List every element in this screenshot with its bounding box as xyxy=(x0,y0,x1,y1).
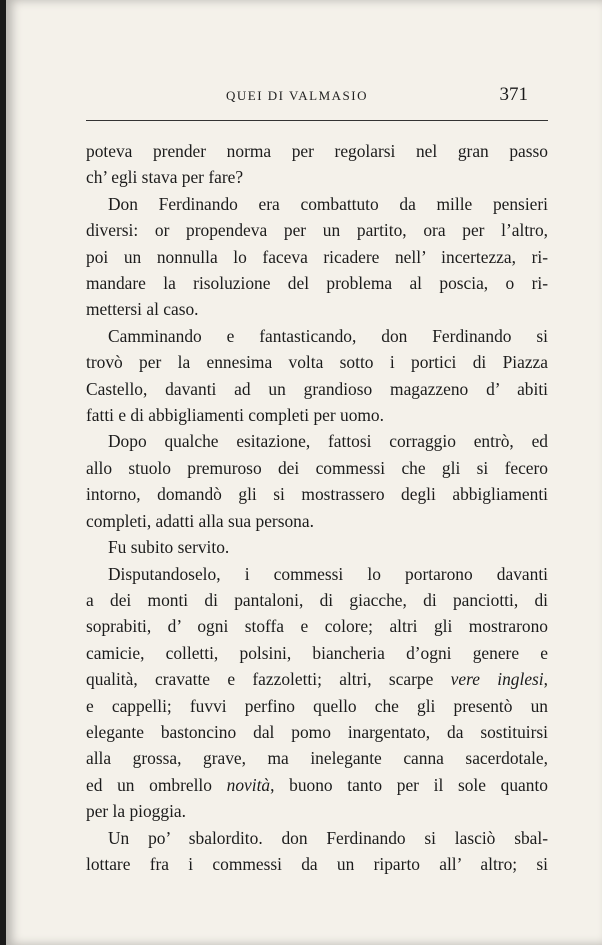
text-line xyxy=(86,772,548,798)
text-line: Camminando e fantasticando, don Ferdinando si xyxy=(108,325,548,346)
text-line: alla grossa, grave, ma inelegante canna sacerdotale, xyxy=(86,748,548,769)
italic-text: vere inglesi xyxy=(450,669,544,690)
line-text: , buono tanto per il sole quanto xyxy=(270,774,548,795)
text-line: mettersi al caso. xyxy=(86,299,199,320)
text-line: completi, adatti alla sua persona. xyxy=(86,510,314,531)
text-line: Don Ferdinando era combattuto da mille pensieri xyxy=(108,193,548,214)
page-number: 371 xyxy=(499,84,528,105)
line-text: qualità, cravatte e fazzoletti; altri, scarpe xyxy=(86,669,451,690)
text-line: mandare la risoluzione del problema al poscia, o ri- xyxy=(86,273,548,294)
line-text: , xyxy=(543,669,548,690)
running-title: QUEI DI VALMASIO xyxy=(226,88,368,103)
text-line: elegante bastoncino dal pomo inargentato, da sostituirsi xyxy=(86,721,548,742)
text-line: poteva prender norma per regolarsi nel gran passo xyxy=(86,141,548,161)
text-line: Un po’ sbalordito. don Ferdinando si lasciò sbal- xyxy=(108,827,548,848)
text-line: e cappelli; fuvvi perfino quello che gli presentò un xyxy=(86,695,548,716)
text-line: allo stuolo premuroso dei commessi che gli si fecero xyxy=(86,457,548,478)
text-line xyxy=(86,666,548,692)
italic-text: novità xyxy=(226,774,271,795)
text-line: poi un nonnulla lo faceva ricadere nell’ incertezza, ri- xyxy=(86,246,548,267)
text-line: lottare fra i commessi da un riparto all’ altro; si xyxy=(86,853,548,874)
text-line: Dopo qualche esitazione, fattosi corraggio entrò, ed xyxy=(108,431,548,452)
text-line: per la pioggia. xyxy=(86,801,186,822)
book-page xyxy=(6,0,602,945)
body-text xyxy=(86,138,548,877)
text-line: a dei monti di pantaloni, di giacche, di panciotti, di xyxy=(86,589,548,610)
text-line: camicie, colletti, polsini, biancheria d’ogni genere e xyxy=(86,642,548,663)
page-header xyxy=(88,86,548,106)
text-line: fatti e di abbigliamenti completi per uomo. xyxy=(86,405,384,426)
text-line: trovò per la ennesima volta sotto i portici di Piazza xyxy=(86,352,548,373)
text-line: Castello, davanti ad un grandioso magazzeno d’ abiti xyxy=(86,378,548,399)
line-text: ed un ombrello xyxy=(86,774,227,795)
text-line: soprabiti, d’ ogni stoffa e colore; altri gli mostrarono xyxy=(86,616,548,637)
text-line: intorno, domandò gli si mostrassero degli abbigliamenti xyxy=(86,484,548,505)
text-line: ch’ egli stava per fare? xyxy=(86,167,244,188)
text-line: diversi: or propendeva per un partito, ora per l’altro, xyxy=(86,220,548,241)
header-rule xyxy=(86,120,548,121)
text-line: Fu subito servito. xyxy=(108,537,230,558)
text-line: Disputandoselo, i commessi lo portarono davanti xyxy=(108,563,548,584)
